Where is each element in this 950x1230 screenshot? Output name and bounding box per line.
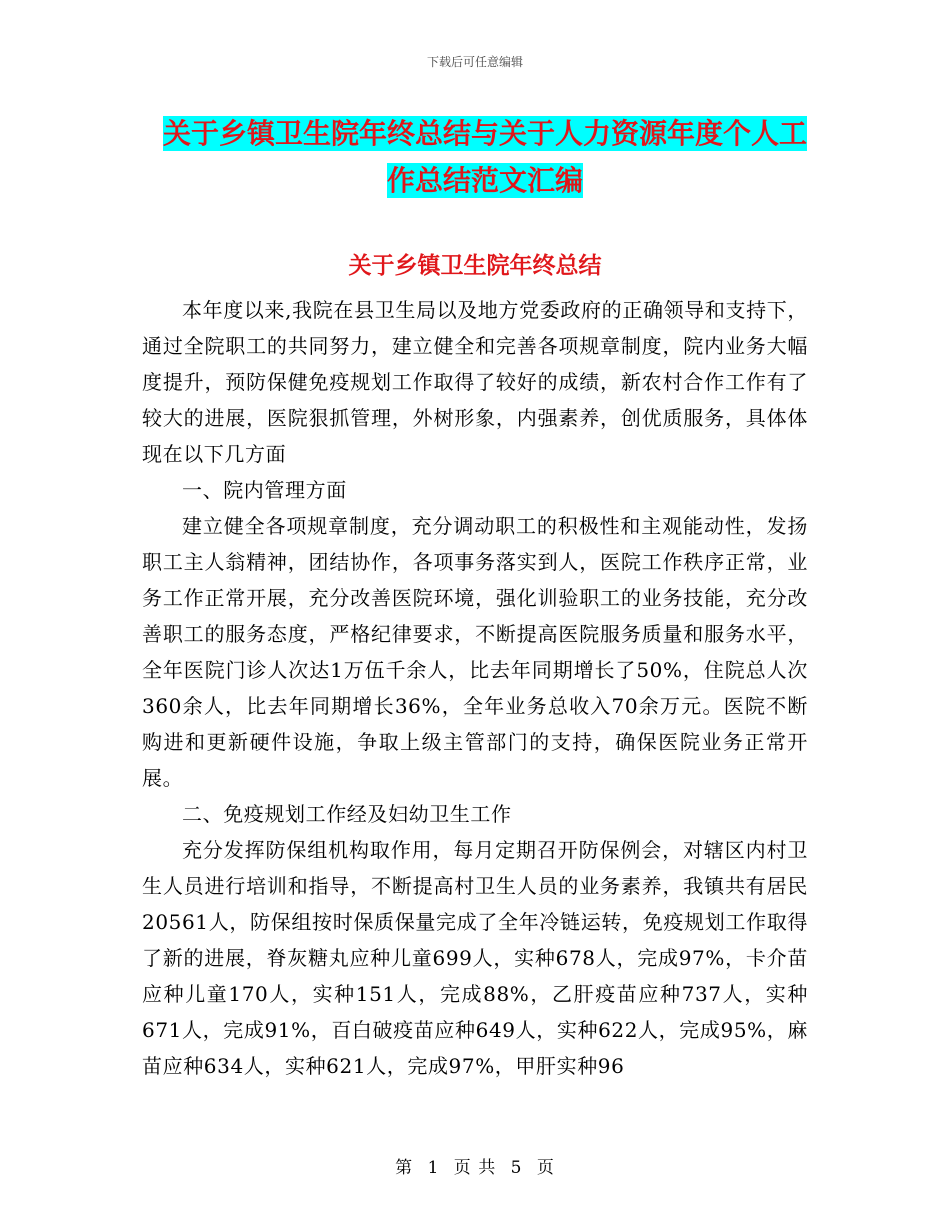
paragraph-immunization: 充分发挥防保组机构取作用，每月定期召开防保例会，对辖区内村卫生人员进行培训和指导，不断提高村卫生人员的业务素养，我镇共有居民20561人，防保组按时保质保量完成了全年冷链运转，免疫规划工作取得了新的进展，脊灰糖丸应种儿童699人，实种678人，完成97%，卡介苗应种儿童170人，实种151人，完成88%，乙肝疫苗应种737人，实种671人，完成91%，百白破疫苗应种649人，实种622人，完成95%，麻苗应种634人，实种621人，完成97%，甲肝实种96 — [142, 838, 808, 1078]
footer-total-pages: 5 — [510, 1158, 523, 1178]
footer-suffix: 页 — [536, 1158, 555, 1178]
paragraph-intro: 本年度以来,我院在县卫生局以及地方党委政府的正确领导和支持下，通过全院职工的共同努力，建立健全和完善各项规章制度，院内业务大幅度提升，预防保健免疫规划工作取得了较好的成绩，新农村合作工作有了较大的进展，医院狠抓管理，外树形象，内强素养，创优质服务，具体体现在以下几方面 — [142, 298, 808, 466]
section-title: 关于乡镇卫生院年终总结 — [348, 253, 602, 279]
page-footer — [0, 1153, 950, 1178]
document-title — [145, 110, 825, 204]
footer-middle: 页 共 — [453, 1158, 497, 1178]
document-body — [142, 292, 808, 1084]
footer-page-number: 1 — [427, 1158, 440, 1178]
footer-prefix: 第 — [395, 1158, 414, 1178]
paragraph-heading-immunization: 二、免疫规划工作经及妇幼卫生工作 — [182, 802, 512, 826]
document-title-line-2: 作总结范文汇编 — [386, 164, 583, 197]
paragraph-heading-management: 一、院内管理方面 — [182, 478, 347, 502]
paragraph-management: 建立健全各项规章制度，充分调动职工的积极性和主观能动性，发扬职工主人翁精神，团结协作，各项事务落实到人，医院工作秩序正常，业务工作正常开展，充分改善医院环境，强化训验职工的业务技能，充分改善职工的服务态度，严格纪律要求，不断提高医院服务质量和服务水平，全年医院门诊人次达1万伍千余人，比去年同期增长了50%，住院总人次360余人，比去年同期增长36%，全年业务总收入70余万元。医院不断购进和更新硬件设施，争取上级主管部门的支持，确保医院业务正常开展。 — [142, 514, 808, 790]
document-title-line-1: 关于乡镇卫生院年终总结与关于人力资源年度个人工 — [162, 117, 807, 150]
header-note: 下载后可任意编辑 — [426, 55, 523, 69]
